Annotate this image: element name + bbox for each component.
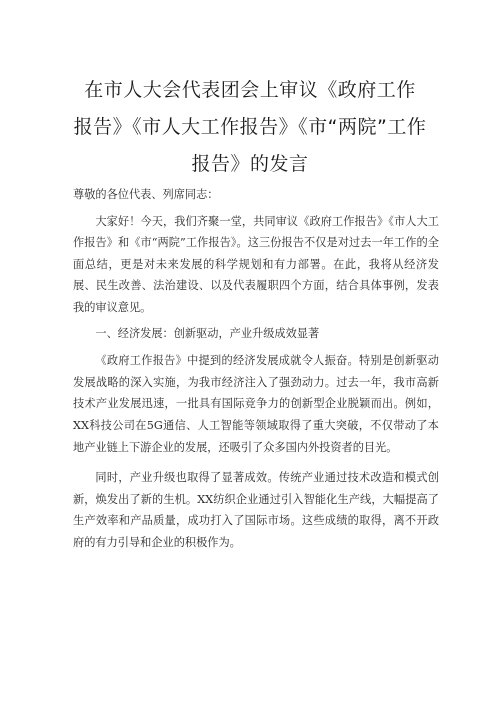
section-heading-economy: 一、经济发展：创新驱动，产业升级成效显著 [95, 326, 320, 340]
title-line-1: 在市人大会代表团会上审议《政府工作 [84, 79, 416, 101]
salutation: 尊敬的各位代表、列席同志： [73, 188, 219, 201]
document-body [73, 184, 439, 554]
paragraph-intro: 大家好！今天，我们齐聚一堂，共同审议《政府工作报告》《市人大工作报告》和《市“两院”工作报告》。这三份报告不仅是对过去一年工作的全面总结，更是对未来发展的科学规划和有力部署。在此，我将从经济发展、民生改善、法治建设、以及代表履职四个方面，结合具体事例，发表我的审议意见。 [73, 214, 439, 314]
paragraph-industry-upgrade: 同时，产业升级也取得了显著成效。传统产业通过技术改造和模式创新，焕发出了新的生机。XX纺织企业通过引入智能化生产线，大幅提高了生产效率和产品质量，成功打入了国际市场。这些成绩的取得，离不开政府的有力引导和企业的积极作为。 [73, 471, 439, 549]
paragraph-economy: 《政府工作报告》中提到的经济发展成就令人振奋。特别是创新驱动发展战略的深入实施，为我市经济注入了强劲动力。过去一年，我市高新技术产业发展迅速，一批具有国际竞争力的创新型企业脱颖而出。例如，XX科技公司在5G通信、人工智能等领域取得了重大突破，不仅带动了本地产业链上下游企业的发展，还吸引了众多国内外投资者的目光。 [73, 354, 439, 454]
document-title [60, 72, 440, 183]
title-line-2: 报告》《市人大工作报告》《市“两院”工作 [73, 116, 427, 138]
title-line-3: 报告》的发言 [191, 153, 309, 175]
